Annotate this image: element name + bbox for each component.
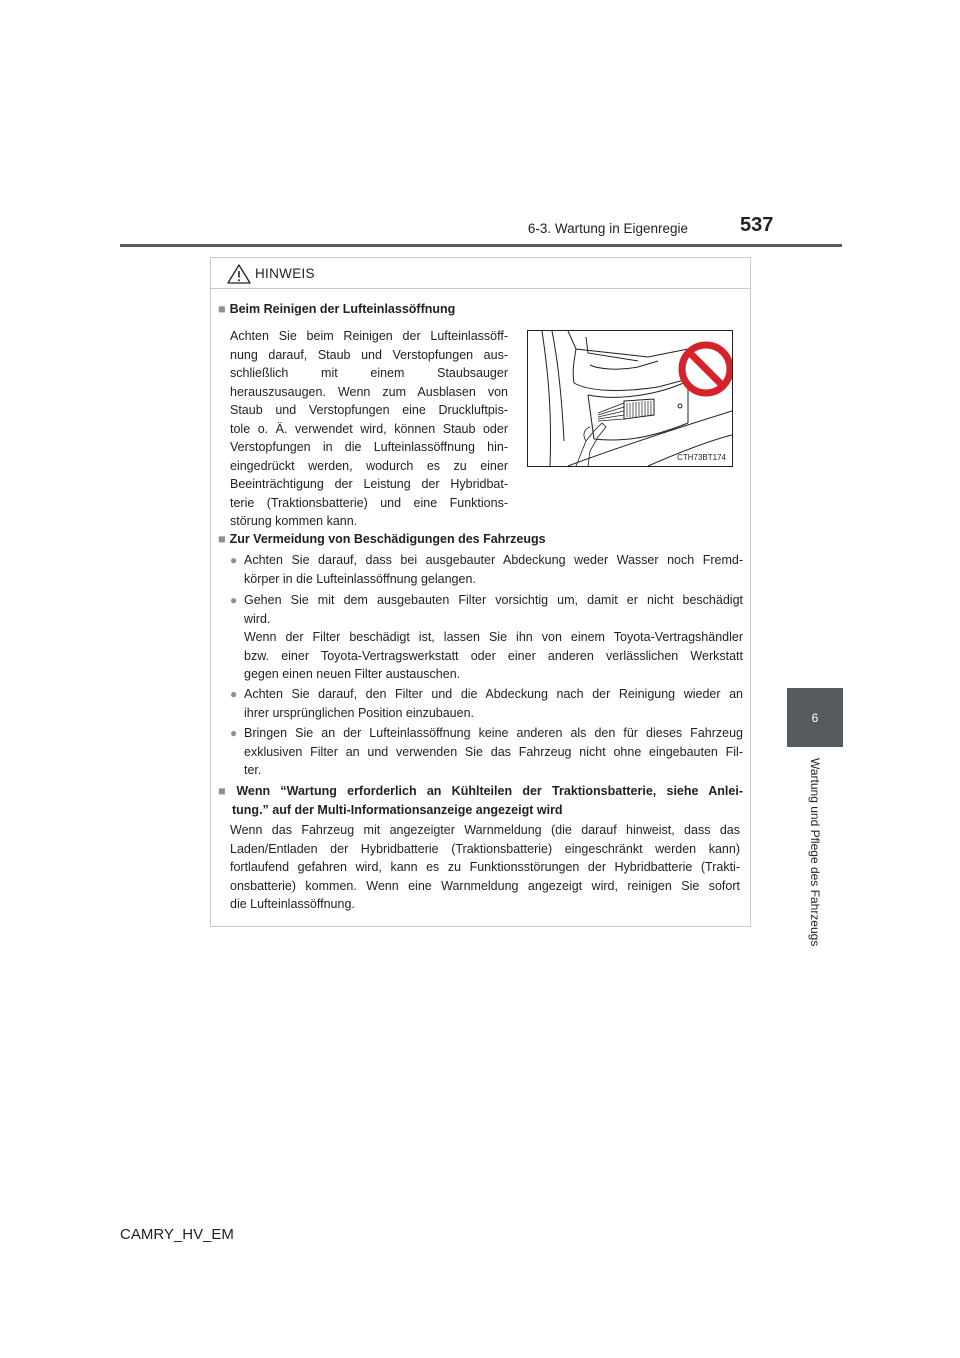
notice-title: HINWEIS [255,266,315,281]
bullet-item: ● Gehen Sie mit dem ausgebauten Filter vorsichtig um, damit er nicht beschädigt wird. Wenn der Filter beschädigt ist, lassen Sie ihn von einem Toyota-Vertragshändler bzw. einer Toyota-Vertragswerkstatt oder einer anderen verlässlichen Werkstatt gegen einen neuen Filter austauschen. [230,593,743,681]
square-bullet-icon: ■ [218,302,226,316]
chapter-tab [787,688,843,747]
air-intake-figure [527,330,733,467]
notice-header [211,258,750,289]
bullet-item: ● Achten Sie darauf, dass bei ausgebauter Abdeckung weder Wasser noch Fremd- körper in die Lufteinlassöffnung gelangen. [230,553,743,586]
section-heading-damage: ■ Zur Vermeidung von Beschädigungen des Fahrzeugs [218,532,546,546]
round-bullet-icon: ● [230,687,238,701]
prohibited-icon [682,345,730,393]
square-bullet-icon: ■ [218,784,233,798]
chapter-title: Wartung und Pflege des Fahrzeugs [808,758,822,947]
bullet-item: ● Bringen Sie an der Lufteinlassöffnung keine anderen als den für dieses Fahrzeug exklusiven Filter an und verwenden Sie das Fahrzeug nicht ohne eingebauten Fil- ter. [230,726,743,777]
air-intake-illustration [528,331,732,466]
round-bullet-icon: ● [230,553,238,567]
page-number: 537 [740,214,774,236]
section-heading-warning-message: ■ Wenn “Wartung erforderlich an Kühlteilen der Traktionsbatterie, siehe Anlei- tung.” auf der Multi-Informationsanzeige angezeigt wird [218,784,743,817]
warning-message-paragraph: Wenn das Fahrzeug mit angezeigter Warnmeldung (die darauf hinweist, dass das Laden/Entladen der Hybridbatterie (Traktionsbatterie) eingeschränkt werden kann) fortlaufend gefahren wird, kann es zu Funktionsstörungen der Hybridbatterie (Trakti- onsbatterie) kommen. Wenn eine Warnmeldung angezeigt wird, reinigen Sie sofort die Lufteinlassöffnung. [230,823,740,911]
section-heading-cleaning: ■ Beim Reinigen der Lufteinlassöffnung [218,302,456,316]
model-code: CAMRY_HV_EM [120,1226,234,1243]
figure-code: CTH73BT174 [677,453,726,462]
warning-triangle-icon [226,263,252,285]
round-bullet-icon: ● [230,593,238,607]
square-bullet-icon: ■ [218,532,226,546]
bullet-item: ● Achten Sie darauf, den Filter und die Abdeckung nach der Reinigung wieder an ihrer ursprünglichen Position einzubauen. [230,687,743,720]
section-header: 6-3. Wartung in Eigenregie [527,221,688,236]
chapter-number: 6 [811,710,819,725]
round-bullet-icon: ● [230,726,238,740]
header-rule [120,244,842,247]
cleaning-paragraph: Achten Sie beim Reinigen der Lufteinlassöff- nung darauf, Staub und Verstopfungen aus- schließlich mit einem Staubsauger herauszusaugen. Wenn zum Ausblasen von Staub und Verstopfungen eine Druckluftpis- tole o. Ä. verwendet wird, können Staub oder Verstopfungen in die Lufteinlassöffnung hin- eingedrückt werden, wodurch es zu einer Beeinträchtigung der Leistung der Hybridbat- terie (Traktionsbatterie) und eine Funktions- störung kommen kann. [230,329,508,528]
